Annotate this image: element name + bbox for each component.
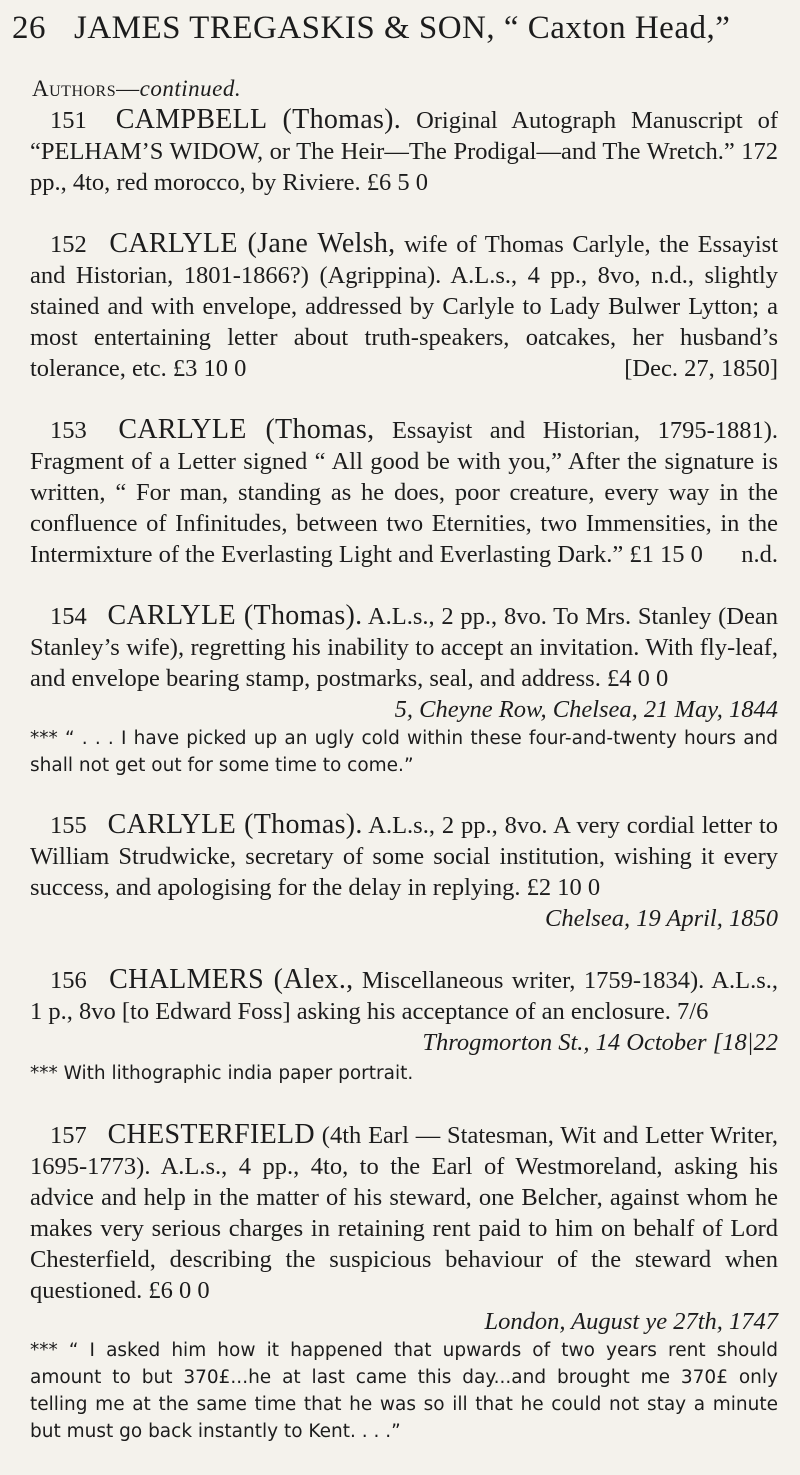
entry-description: (4th Earl — Statesman, Wit and Letter Writer, 1695-1773). A.L.s., 4 pp., 4to, to the Earl of Westmoreland, asking his advice and help in the matter of his steward, one Belcher, against whom he makes very serious charges in retaining rent paid to him on behalf of Lord Chesterfield, describing the suspicious behaviour of the steward when questioned. £6 0 0 — [30, 1122, 778, 1304]
entry-description: Miscellaneous writer, 1759-1834). A.L.s., 1 p., 8vo [to Edward Foss] asking his acceptance of an enclosure. 7/6 — [30, 967, 779, 1025]
entry-description: A.L.s., 2 pp., 8vo. A very cordial letter to William Strudwicke, secretary of some social institution, wishing it every success, and apologising for the delay in replying. £2 10 0 — [30, 812, 779, 901]
entry-name: CHALMERS (Alex., — [109, 964, 354, 995]
entry-number: 151 — [50, 107, 87, 134]
section-continued: continued. — [139, 76, 242, 101]
entry-name: CARLYLE (Thomas). — [107, 600, 363, 631]
page-number: 26 — [12, 10, 46, 46]
catalogue-entry — [30, 1119, 778, 1445]
catalogue-entry — [30, 228, 778, 384]
entry-description: Essayist and Historian, 1795-1881). Fragment of a Letter signed “ All good be with you,” After the signature is written, “ For man, standing as he does, poor creature, every way in the confluence of Infinitudes, between two Eternities, two Immensities, in the Intermixture of the Everlasting Light and Everlasting Dark.” £1 15 0 — [30, 417, 779, 568]
catalogue-entry — [30, 600, 778, 779]
entry-number: 152 — [50, 231, 87, 258]
catalogue-entry — [30, 964, 778, 1089]
entry-name: CAMPBELL (Thomas). — [115, 104, 402, 135]
entry-place-date: Chelsea, 19 April, 1850 — [545, 905, 778, 932]
entry-place-date: 5, Cheyne Row, Chelsea, 21 May, 1844 — [394, 696, 778, 723]
section-label-text: Authors— — [32, 76, 140, 101]
entry-date: [Dec. 27, 1850] — [624, 355, 778, 382]
catalogue-entry — [30, 809, 778, 934]
entry-number: 157 — [50, 1122, 87, 1149]
entry-place-date: London, August ye 27th, 1747 — [484, 1308, 778, 1335]
entry-date: n.d. — [741, 541, 778, 568]
catalogue-entries — [30, 104, 778, 1475]
entry-quote: *** “ I asked him how it happened that upwards of two years rent should amount to but 370£...he at last came this day...and brought me 370£ only telling me at the same time that he was so ill that he could not stay a minute but must go back instantly to Kent. . . .” — [30, 1340, 778, 1442]
section-label — [32, 76, 241, 102]
entry-description: wife of Thomas Carlyle, the Essayist and Historian, 1801-1866?) (Agrippina). A.L.s., 4 pp., 8vo, n.d., slightly stained and with envelope, addressed by Carlyle to Lady Bulwer Lytton; a most entertaining letter about truth-speakers, oatcakes, her husband’s tolerance, etc. £3 10 0 — [30, 231, 779, 382]
entry-name: CARLYLE (Thomas). — [107, 809, 363, 840]
entry-number: 153 — [50, 417, 87, 444]
entry-place-date: Throgmorton St., 14 October [18|22 — [422, 1029, 778, 1056]
entry-description: A.L.s., 2 pp., 8vo. To Mrs. Stanley (Dean Stanley’s wife), regretting his inability to accept an invitation. With fly-leaf, and envelope bearing stamp, postmarks, seal, and address. £4 0 0 — [30, 603, 778, 692]
catalogue-entry — [30, 104, 778, 198]
entry-name: CHESTERFIELD — [107, 1119, 315, 1150]
entry-number: 154 — [50, 603, 87, 630]
running-title: JAMES TREGASKIS & SON, “ Caxton Head,” — [74, 10, 731, 46]
entry-number: 156 — [50, 967, 87, 994]
entry-number: 155 — [50, 812, 87, 839]
entry-name: CARLYLE (Jane Welsh, — [109, 228, 396, 259]
entry-quote: *** “ . . . I have picked up an ugly cold within these four-and-twenty hours and shall not get out for some time to come.” — [30, 728, 778, 776]
entry-name: CARLYLE (Thomas, — [118, 414, 375, 445]
catalogue-entry — [30, 414, 778, 570]
page-header — [12, 6, 792, 50]
entry-description: Original Autograph Manuscript of “PELHAM’S WIDOW, or The Heir—The Prodigal—and The Wretch.” 172 pp., 4to, red morocco, by Riviere. £6 5 0 — [30, 107, 778, 196]
entry-note: *** With lithographic india paper portrait. — [30, 1063, 414, 1084]
